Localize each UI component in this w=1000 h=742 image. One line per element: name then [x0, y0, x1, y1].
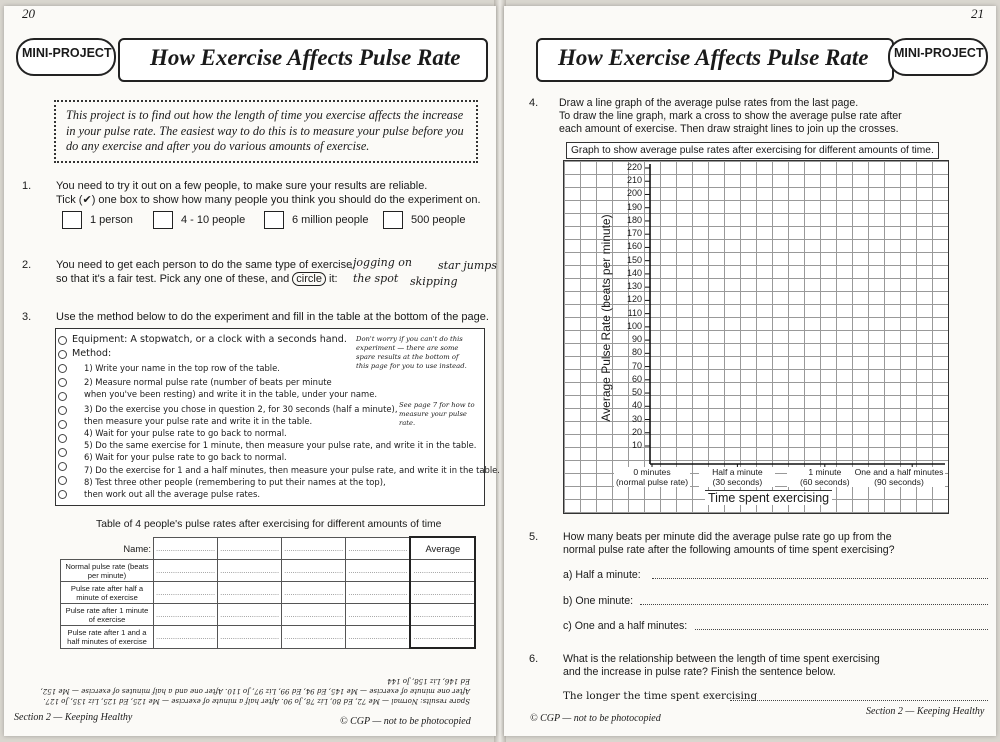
table-cell[interactable]: ............................: [282, 560, 346, 582]
table-cell[interactable]: ............................: [154, 560, 218, 582]
q5a-answer-line[interactable]: [652, 578, 988, 579]
y-tick-label: 60: [631, 373, 642, 384]
row-label: Pulse rate after 1 and a half minutes of exercise: [61, 626, 154, 649]
y-tick-label: 30: [631, 413, 642, 424]
q6-sentence: The longer the time spent exercising: [563, 690, 758, 702]
y-tick-label: 220: [626, 162, 642, 172]
table-cell[interactable]: ............................: [218, 626, 282, 649]
y-tick-label: 130: [626, 281, 642, 292]
q5b-answer-line[interactable]: [640, 604, 988, 605]
method-step: then measure your pulse rate and write it in the table.: [84, 416, 313, 426]
y-tick-label: 200: [626, 188, 642, 199]
table-cell[interactable]: ............................: [154, 626, 218, 649]
table-cell[interactable]: ............................: [346, 582, 411, 604]
table-caption: Table of 4 people's pulse rates after exercising for different amounts of time: [96, 519, 442, 530]
row-label: Normal pulse rate (beats per minute): [61, 560, 154, 582]
right-footer-section: Section 2 — Keeping Healthy: [866, 706, 985, 717]
row-label: Pulse rate after half a minute of exercise: [61, 582, 154, 604]
method-step: 7) Do the exercise for 1 and a half minutes, then measure your pulse rate, and write it in the table.: [84, 465, 500, 475]
average-cell[interactable]: ............................: [410, 604, 475, 626]
method-step: 5) Do the same exercise for 1 minute, then measure your pulse rate, and write it in the table.: [84, 440, 477, 450]
table-cell[interactable]: ............................: [282, 604, 346, 626]
q4-line2: To draw the line graph, mark a cross to show the average pulse rate after: [559, 110, 902, 122]
q5b-label: b) One minute:: [563, 595, 634, 607]
note-line: experiment — there are some: [356, 344, 459, 352]
y-tick-label: 20: [631, 426, 642, 437]
equipment-line: Equipment: A stopwatch, or a clock with a seconds hand.: [72, 334, 347, 345]
average-cell[interactable]: ............................: [410, 560, 475, 582]
x-tick-label: [614, 467, 690, 487]
average-cell[interactable]: ............................: [410, 582, 475, 604]
graph-title: Graph to show average pulse rates after exercising for different amounts of time.: [566, 142, 939, 159]
table-cell[interactable]: ............................: [218, 604, 282, 626]
method-step: when you've been resting) and write it in the table, under your name.: [84, 389, 378, 399]
option-1-person: 1 person: [90, 214, 133, 226]
q1-line2: Tick (✔) one box to show how many people you think you should do the experiment on.: [56, 194, 481, 206]
x-tick-label: [787, 467, 863, 487]
method-step: 8) Test three other people (remembering to put their names at the top),: [84, 477, 386, 487]
y-tick-label: 120: [626, 294, 642, 305]
q4-line1: Draw a line graph of the average pulse rates from the last page.: [559, 97, 859, 109]
method-step: 6) Wait for your pulse rate to go back to normal.: [84, 452, 287, 462]
table-cell[interactable]: ............................: [346, 626, 411, 649]
badge-text: MINI-PROJECT: [22, 46, 112, 60]
q3-text: Use the method below to do the experiment and fill in the table at the bottom of the page.: [56, 311, 489, 323]
method-step: then work out all the average pulse rates.: [84, 489, 260, 499]
x-tick-label-line: Half a minute: [712, 467, 763, 477]
y-tick-label: 70: [631, 360, 642, 371]
x-tick-label-line: (30 seconds): [712, 477, 763, 487]
note-line: this page for you to use instead.: [356, 362, 467, 370]
y-tick-label: 100: [626, 320, 642, 331]
method-label: Method:: [72, 348, 112, 359]
y-tick-label: 150: [626, 254, 642, 265]
left-page-title: How Exercise Affects Pulse Rate: [150, 45, 461, 70]
method-step: 4) Wait for your pulse rate to go back to normal.: [84, 428, 287, 438]
note-line: See page 7 for how to: [399, 401, 475, 409]
q2-line2-end: it:: [329, 273, 338, 285]
x-axis-label: Time spent exercising: [705, 490, 832, 505]
q1-number: 1.: [22, 180, 32, 192]
option-6-million-people: 6 million people: [292, 214, 369, 226]
row-label: Pulse rate after 1 minute of exercise: [61, 604, 154, 626]
average-header: Average: [410, 537, 475, 560]
q2-line1: You need to get each person to do the same type of exercise,: [56, 259, 356, 271]
q1-line1: You need to try it out on a few people, to make sure your results are reliable.: [56, 180, 428, 192]
left-page-number: 20: [22, 6, 35, 21]
name-label: Name:: [123, 542, 151, 554]
y-axis-label: Average Pulse Rate (beats per minute): [599, 214, 613, 422]
x-tick-label-line: (normal pulse rate): [615, 477, 689, 487]
name-cell[interactable]: ............................: [282, 537, 346, 560]
y-tick-label: 40: [631, 400, 642, 411]
x-tick-label-line: 1 minute: [808, 467, 842, 477]
x-tick-label: [699, 467, 775, 487]
average-cell[interactable]: ............................: [410, 626, 475, 649]
q6-line2: and the increase in pulse rate? Finish the sentence below.: [563, 666, 836, 678]
table-cell[interactable]: ............................: [282, 582, 346, 604]
q5c-answer-line[interactable]: [695, 629, 988, 630]
y-tick-label: 180: [626, 214, 642, 225]
q4-number: 4.: [529, 97, 539, 109]
y-tick-label: 80: [631, 347, 642, 358]
y-tick-label: 190: [626, 201, 642, 212]
badge-text: MINI-PROJECT: [894, 46, 984, 60]
y-tick-label: 140: [626, 267, 642, 278]
q6-answer-line[interactable]: [730, 700, 988, 701]
table-cell[interactable]: ............................: [346, 604, 411, 626]
table-cell[interactable]: ............................: [154, 604, 218, 626]
right-page-title: How Exercise Affects Pulse Rate: [558, 45, 869, 70]
method-step: 2) Measure normal pulse rate (number of beats per minute: [84, 377, 332, 387]
q2-line2-text: so that it's a fair test. Pick any one of these, and: [56, 273, 290, 285]
circle-word: circle: [292, 272, 326, 286]
left-footer-copyright: © CGP — not to be photocopied: [340, 716, 471, 727]
q2-number: 2.: [22, 259, 32, 271]
y-tick-label: 160: [626, 241, 642, 252]
q6-line1: What is the relationship between the length of time spent exercising: [563, 653, 880, 665]
y-tick-label: 90: [631, 334, 642, 345]
y-tick-label: 10: [631, 440, 642, 450]
x-tick-label-line: One and a half minutes: [854, 467, 944, 477]
y-tick-label: 110: [627, 307, 642, 318]
right-footer-copyright: © CGP — not to be photocopied: [530, 713, 661, 724]
y-tick-label: 170: [626, 228, 642, 239]
table-cell[interactable]: ............................: [218, 560, 282, 582]
x-tick-label-line: (60 seconds): [799, 477, 850, 487]
note-line: spare results at the bottom of: [356, 353, 459, 361]
left-footer-section: Section 2 — Keeping Healthy: [14, 712, 133, 723]
name-cell[interactable]: ............................: [346, 537, 411, 560]
note-line: measure your pulse rate.: [399, 410, 467, 427]
x-tick-label-line: 0 minutes: [633, 467, 671, 477]
q4-line3: each amount of exercise. Then draw straight lines to join up the crosses.: [559, 123, 899, 135]
q3-number: 3.: [22, 311, 32, 323]
exercise-skipping[interactable]: skipping: [410, 275, 458, 288]
x-tick-label-line: (90 seconds): [874, 477, 924, 487]
intro-box: This project is to find out how the length of time you exercise affects the increase in your pulse rate. The easiest way to do this is to measure your pulse before you do any exercise and after you do various amounts of exercise.: [54, 100, 478, 163]
table-cell[interactable]: ............................: [154, 582, 218, 604]
exercise-jogging-on[interactable]: jogging on: [353, 256, 412, 269]
y-tick-label: 50: [631, 387, 642, 398]
name-cell[interactable]: ............................: [154, 537, 218, 560]
q5a-label: a) Half a minute:: [563, 569, 641, 581]
table-cell[interactable]: ............................: [346, 560, 411, 582]
q5c-label: c) One and a half minutes:: [563, 620, 688, 632]
note-line: Don't worry if you can't do this: [356, 335, 463, 343]
y-tick-label: 210: [626, 175, 642, 186]
exercise-star-jumps[interactable]: star jumps: [438, 259, 497, 272]
name-cell[interactable]: ............................: [218, 537, 282, 560]
q5-number: 5.: [529, 531, 539, 543]
exercise-the-spot[interactable]: the spot: [353, 272, 399, 285]
q5-line2: normal pulse rate after the following amounts of time spent exercising?: [563, 544, 895, 556]
option-500-people: 500 people: [411, 214, 466, 226]
spare-results-upside-down: Spare results: Normal — Me 72, Ed 80, Liz 78, Jo 90. After half a minute of exercise — Me 125, Ed 125, Liz 135, Jo 127. After one minute of exercise — Me 145, Ed 94, Ed 99, Liz 97, Jo 110. After one and a half minutes of exercise — Me 152, Ed 146, Liz 158, Jo 144: [40, 677, 470, 705]
q6-number: 6.: [529, 653, 539, 665]
table-cell[interactable]: ............................: [218, 582, 282, 604]
table-cell[interactable]: ............................: [282, 626, 346, 649]
method-step: 3) Do the exercise you chose in question 2, for 30 seconds (half a minute),: [84, 404, 398, 414]
right-page-number: 21: [971, 6, 984, 21]
method-step: 1) Write your name in the top row of the table.: [84, 363, 280, 373]
option-4-10-people: 4 - 10 people: [181, 214, 246, 226]
x-tick-label: [853, 467, 945, 487]
q5-line1: How many beats per minute did the average pulse rate go up from the: [563, 531, 892, 543]
